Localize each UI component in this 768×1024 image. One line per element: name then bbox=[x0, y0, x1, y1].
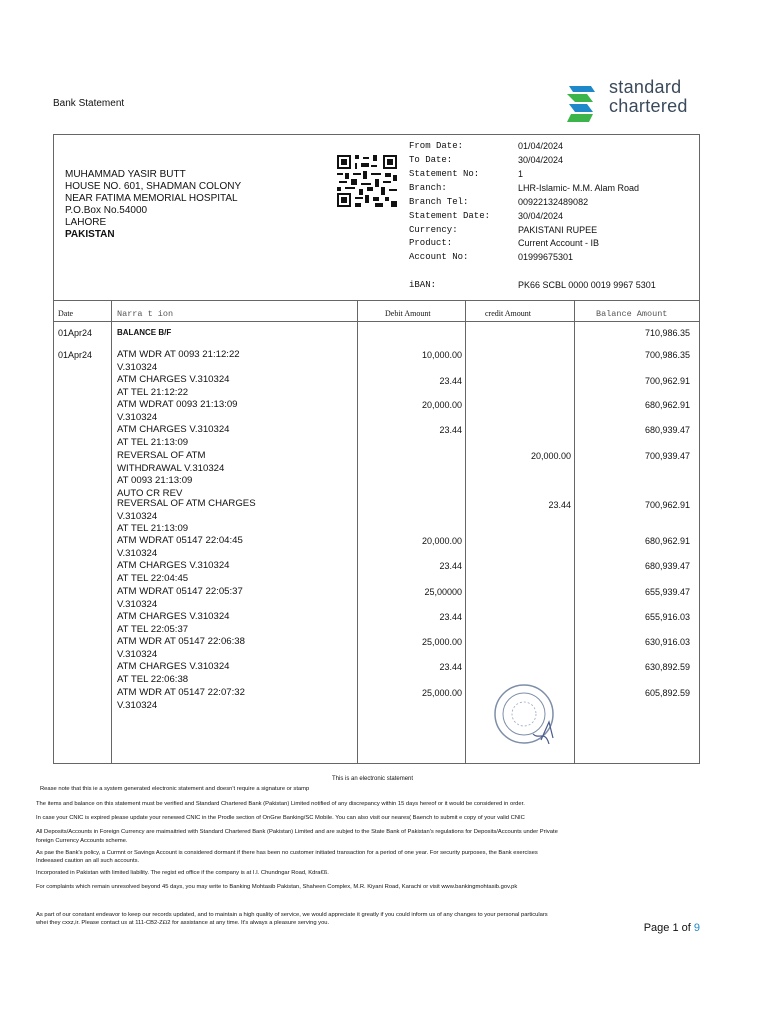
transaction-narration: ATM CHARGES V.310324 bbox=[117, 560, 230, 571]
debit-amount: 25,000.00 bbox=[421, 688, 462, 698]
column-header-balance: Balance Amount bbox=[596, 309, 668, 319]
transaction-narration: WITHDRAWAL V.310324 bbox=[117, 462, 225, 474]
footer-line: In case your CNIC is expired please update your renewed CNIC in the Prodle section of OnGne Banking/SC Mobile. You can also visit our neares( Baench to submit e copy of your valid CNIC bbox=[36, 815, 525, 821]
balance-amount: 655,939.47 bbox=[644, 587, 690, 597]
meta-label: To Date: bbox=[409, 155, 453, 165]
balance-amount: 700,962.91 bbox=[644, 500, 690, 510]
balance-amount: 700,962.91 bbox=[644, 376, 690, 386]
meta-value: Current Account - IB bbox=[518, 238, 600, 248]
transaction-narration: AT 0093 21:13:09 bbox=[117, 475, 193, 487]
credit-amount: 20,000.00 bbox=[530, 451, 571, 461]
balance-amount: 655,916.03 bbox=[644, 612, 690, 622]
balance-amount: 605,892.59 bbox=[644, 688, 690, 698]
page-label: Page 1 of bbox=[643, 922, 691, 934]
transaction-narration: ATM WDRAT 0093 21:13:09 bbox=[117, 399, 238, 410]
column-header-debit: Debit Amount bbox=[385, 309, 431, 318]
column-header-narration: Narra t ion bbox=[117, 309, 174, 319]
electronic-statement-notice: This is an electronic statement bbox=[332, 776, 414, 782]
transaction-narration: ATM WDRAT 05147 22:05:37 bbox=[117, 586, 243, 597]
debit-amount: 23.44 bbox=[439, 612, 462, 622]
transaction-narration: ATM CHARGES V.310324 bbox=[117, 661, 230, 672]
footer-line: As part of our constant endeavor to keep our records updated, and to maintain a high quality of service, we would appreciate it greatly if you could inform us of any changes to your personal particulars bbox=[36, 912, 548, 918]
footer-line: Indeeased caution an all such accounts. bbox=[36, 858, 140, 864]
debit-amount: 23.44 bbox=[439, 376, 462, 386]
transaction-narration: V.310324 bbox=[117, 411, 158, 423]
column-divider bbox=[111, 300, 112, 764]
meta-value: 01/04/2024 bbox=[518, 141, 564, 151]
footer-note: Rease note that this ie a system generated electronic statement and doesn't require a signature or stamp bbox=[40, 786, 310, 792]
transaction-date: 01Apr24 bbox=[58, 328, 93, 338]
balance-amount: 700,939.47 bbox=[644, 451, 690, 461]
footer-line: The items and balance on this statement must be verified and Standard Chartered Bank (Pakistan) Limited notified of any discrepancy within 15 days hereof or it would be considered in order. bbox=[36, 801, 525, 807]
transaction-narration: ATM CHARGES V.310324 bbox=[117, 424, 230, 435]
footer-line: Incorporated in Pakistan with limited liability. The regist ed office if the company is at I.I. Chundngar Road, Kdra€ß. bbox=[36, 870, 329, 876]
balance-amount: 680,939.47 bbox=[644, 425, 690, 435]
transaction-narration: AT TEL 21:13:09 bbox=[117, 436, 189, 448]
transaction-narration: V.310324 bbox=[117, 699, 158, 711]
transaction-narration: V.310324 bbox=[117, 547, 158, 559]
balance-amount: 630,916.03 bbox=[644, 637, 690, 647]
meta-value: PAKISTANI RUPEE bbox=[518, 225, 598, 235]
transaction-narration: AT TEL 22:06:38 bbox=[117, 673, 189, 685]
transaction-narration: REVERSAL OF ATM bbox=[117, 450, 206, 461]
transaction-narration: ATM WDRAT 05147 22:04:45 bbox=[117, 535, 243, 546]
balance-amount: 680,962.91 bbox=[644, 536, 690, 546]
debit-amount: 23.44 bbox=[439, 662, 462, 672]
credit-amount: 23.44 bbox=[548, 500, 571, 510]
transaction-narration: ATM WDR AT 0093 21:12:22 bbox=[117, 349, 240, 360]
page-number bbox=[644, 922, 700, 934]
bank-stamp bbox=[489, 682, 559, 752]
column-header-date: Date bbox=[58, 309, 74, 318]
footer-line: For complaints which remain unresolved beyond 45 days, you may write to Banking Mohtasib Pakistan, Shaheen Complex, M.R. Kiyani Road, Karachi or visit www.bankingmohtasib.gov.pk bbox=[36, 884, 518, 890]
column-divider bbox=[357, 300, 358, 764]
transaction-narration: V.310324 bbox=[117, 510, 158, 522]
transaction-narration: V.310324 bbox=[117, 361, 158, 373]
customer-name: MUHAMMAD YASIR BUTT bbox=[65, 169, 186, 180]
column-divider bbox=[574, 300, 575, 764]
meta-value: PK66 SCBL 0000 0019 9967 5301 bbox=[518, 280, 656, 290]
footer-line: As pae the Bank's policy, a Curmnt or Savings Account is considered dormant if there has been no customer initiated transaction for a period of one year. For security purposes, the Bank exercises bbox=[36, 850, 538, 856]
address-line: P.O.Box No.54000 bbox=[65, 205, 148, 216]
meta-value: LHR-Islamic- M.M. Alam Road bbox=[518, 183, 640, 193]
column-divider bbox=[465, 300, 466, 764]
customer-address bbox=[65, 169, 241, 241]
footer-line: foreign Currency Accounts scheme. bbox=[36, 838, 128, 844]
transaction-narration: AT TEL 22:05:37 bbox=[117, 623, 189, 635]
meta-label: Statement Date: bbox=[409, 211, 491, 221]
meta-label: From Date: bbox=[409, 141, 464, 151]
meta-value: 01999675301 bbox=[518, 252, 574, 262]
transaction-narration: V.310324 bbox=[117, 648, 158, 660]
meta-value: 1 bbox=[518, 169, 524, 179]
debit-amount: 20,000.00 bbox=[421, 536, 462, 546]
transaction-narration: AT TEL 21:12:22 bbox=[117, 386, 189, 398]
qr-code-icon bbox=[337, 155, 397, 207]
transaction-narration: REVERSAL OF ATM CHARGES bbox=[117, 498, 256, 509]
transaction-narration: AUTO CR REV bbox=[117, 487, 183, 499]
balance-amount: 710,986.35 bbox=[644, 328, 690, 338]
address-line: HOUSE NO. 601, SHADMAN COLONY bbox=[65, 181, 242, 192]
debit-amount: 20,000.00 bbox=[421, 400, 462, 410]
meta-value: 30/04/2024 bbox=[518, 211, 564, 221]
address-country: PAKISTAN bbox=[65, 229, 115, 240]
transaction-date: 01Apr24 bbox=[58, 350, 93, 360]
meta-label: Account No: bbox=[409, 252, 469, 262]
debit-amount: 25,000.00 bbox=[421, 637, 462, 647]
standard-chartered-logo-icon bbox=[565, 82, 597, 126]
footer-line: All Deposits/Accounts in Foreign Currency are maimaitried with Standard Chartered Bank (Pakistan) Limited and are subjed to the State Bank of Pakistan's regulations for Deposits/Accounts under Private bbox=[36, 829, 558, 835]
meta-label: Product: bbox=[409, 238, 453, 248]
meta-label: Currency: bbox=[409, 225, 458, 235]
address-line: NEAR FATIMA MEMORIAL HOSPITAL bbox=[65, 193, 238, 204]
transaction-narration: ATM WDR AT 05147 22:07:32 bbox=[117, 687, 245, 698]
debit-amount: 25,00000 bbox=[424, 587, 462, 597]
balance-amount: 630,892.59 bbox=[644, 662, 690, 672]
transaction-narration: ATM CHARGES V.310324 bbox=[117, 374, 230, 385]
bank-logo bbox=[565, 78, 705, 128]
header-divider bbox=[53, 300, 700, 301]
balance-amount: 700,986.35 bbox=[644, 350, 690, 360]
meta-value: 30/04/2024 bbox=[518, 155, 564, 165]
meta-label: Statement No: bbox=[409, 169, 480, 179]
footer-line: whei they cxxz,ir. Please contact us at 111-CB2-Z£i2 for assistance at any time. It's always a pleasure serving you. bbox=[36, 920, 330, 926]
transaction-narration: AT TEL 22:04:45 bbox=[117, 572, 189, 584]
transaction-narration: V.310324 bbox=[117, 598, 158, 610]
meta-label: Branch: bbox=[409, 183, 447, 193]
transaction-narration: AT TEL 21:13:09 bbox=[117, 523, 189, 535]
page-total: 9 bbox=[693, 922, 700, 934]
logo-word-standard: standard bbox=[609, 77, 682, 97]
address-city: LAHORE bbox=[65, 217, 107, 228]
balance-amount: 680,962.91 bbox=[644, 400, 690, 410]
meta-label: iBAN: bbox=[409, 280, 437, 290]
meta-label: Branch Tel: bbox=[409, 197, 469, 207]
column-header-divider bbox=[53, 321, 700, 322]
meta-value: 00922132489082 bbox=[518, 197, 589, 207]
transaction-narration: BALANCE B/F bbox=[117, 328, 172, 337]
debit-amount: 23.44 bbox=[439, 561, 462, 571]
column-header-credit: credit Amount bbox=[485, 309, 531, 318]
transaction-narration: ATM CHARGES V.310324 bbox=[117, 611, 230, 622]
debit-amount: 10,000.00 bbox=[421, 350, 462, 360]
logo-word-chartered: chartered bbox=[609, 96, 688, 116]
transaction-narration: ATM WDR AT 05147 22:06:38 bbox=[117, 636, 245, 647]
document-title: Bank Statement bbox=[53, 98, 125, 109]
balance-amount: 680,939.47 bbox=[644, 561, 690, 571]
debit-amount: 23.44 bbox=[439, 425, 462, 435]
